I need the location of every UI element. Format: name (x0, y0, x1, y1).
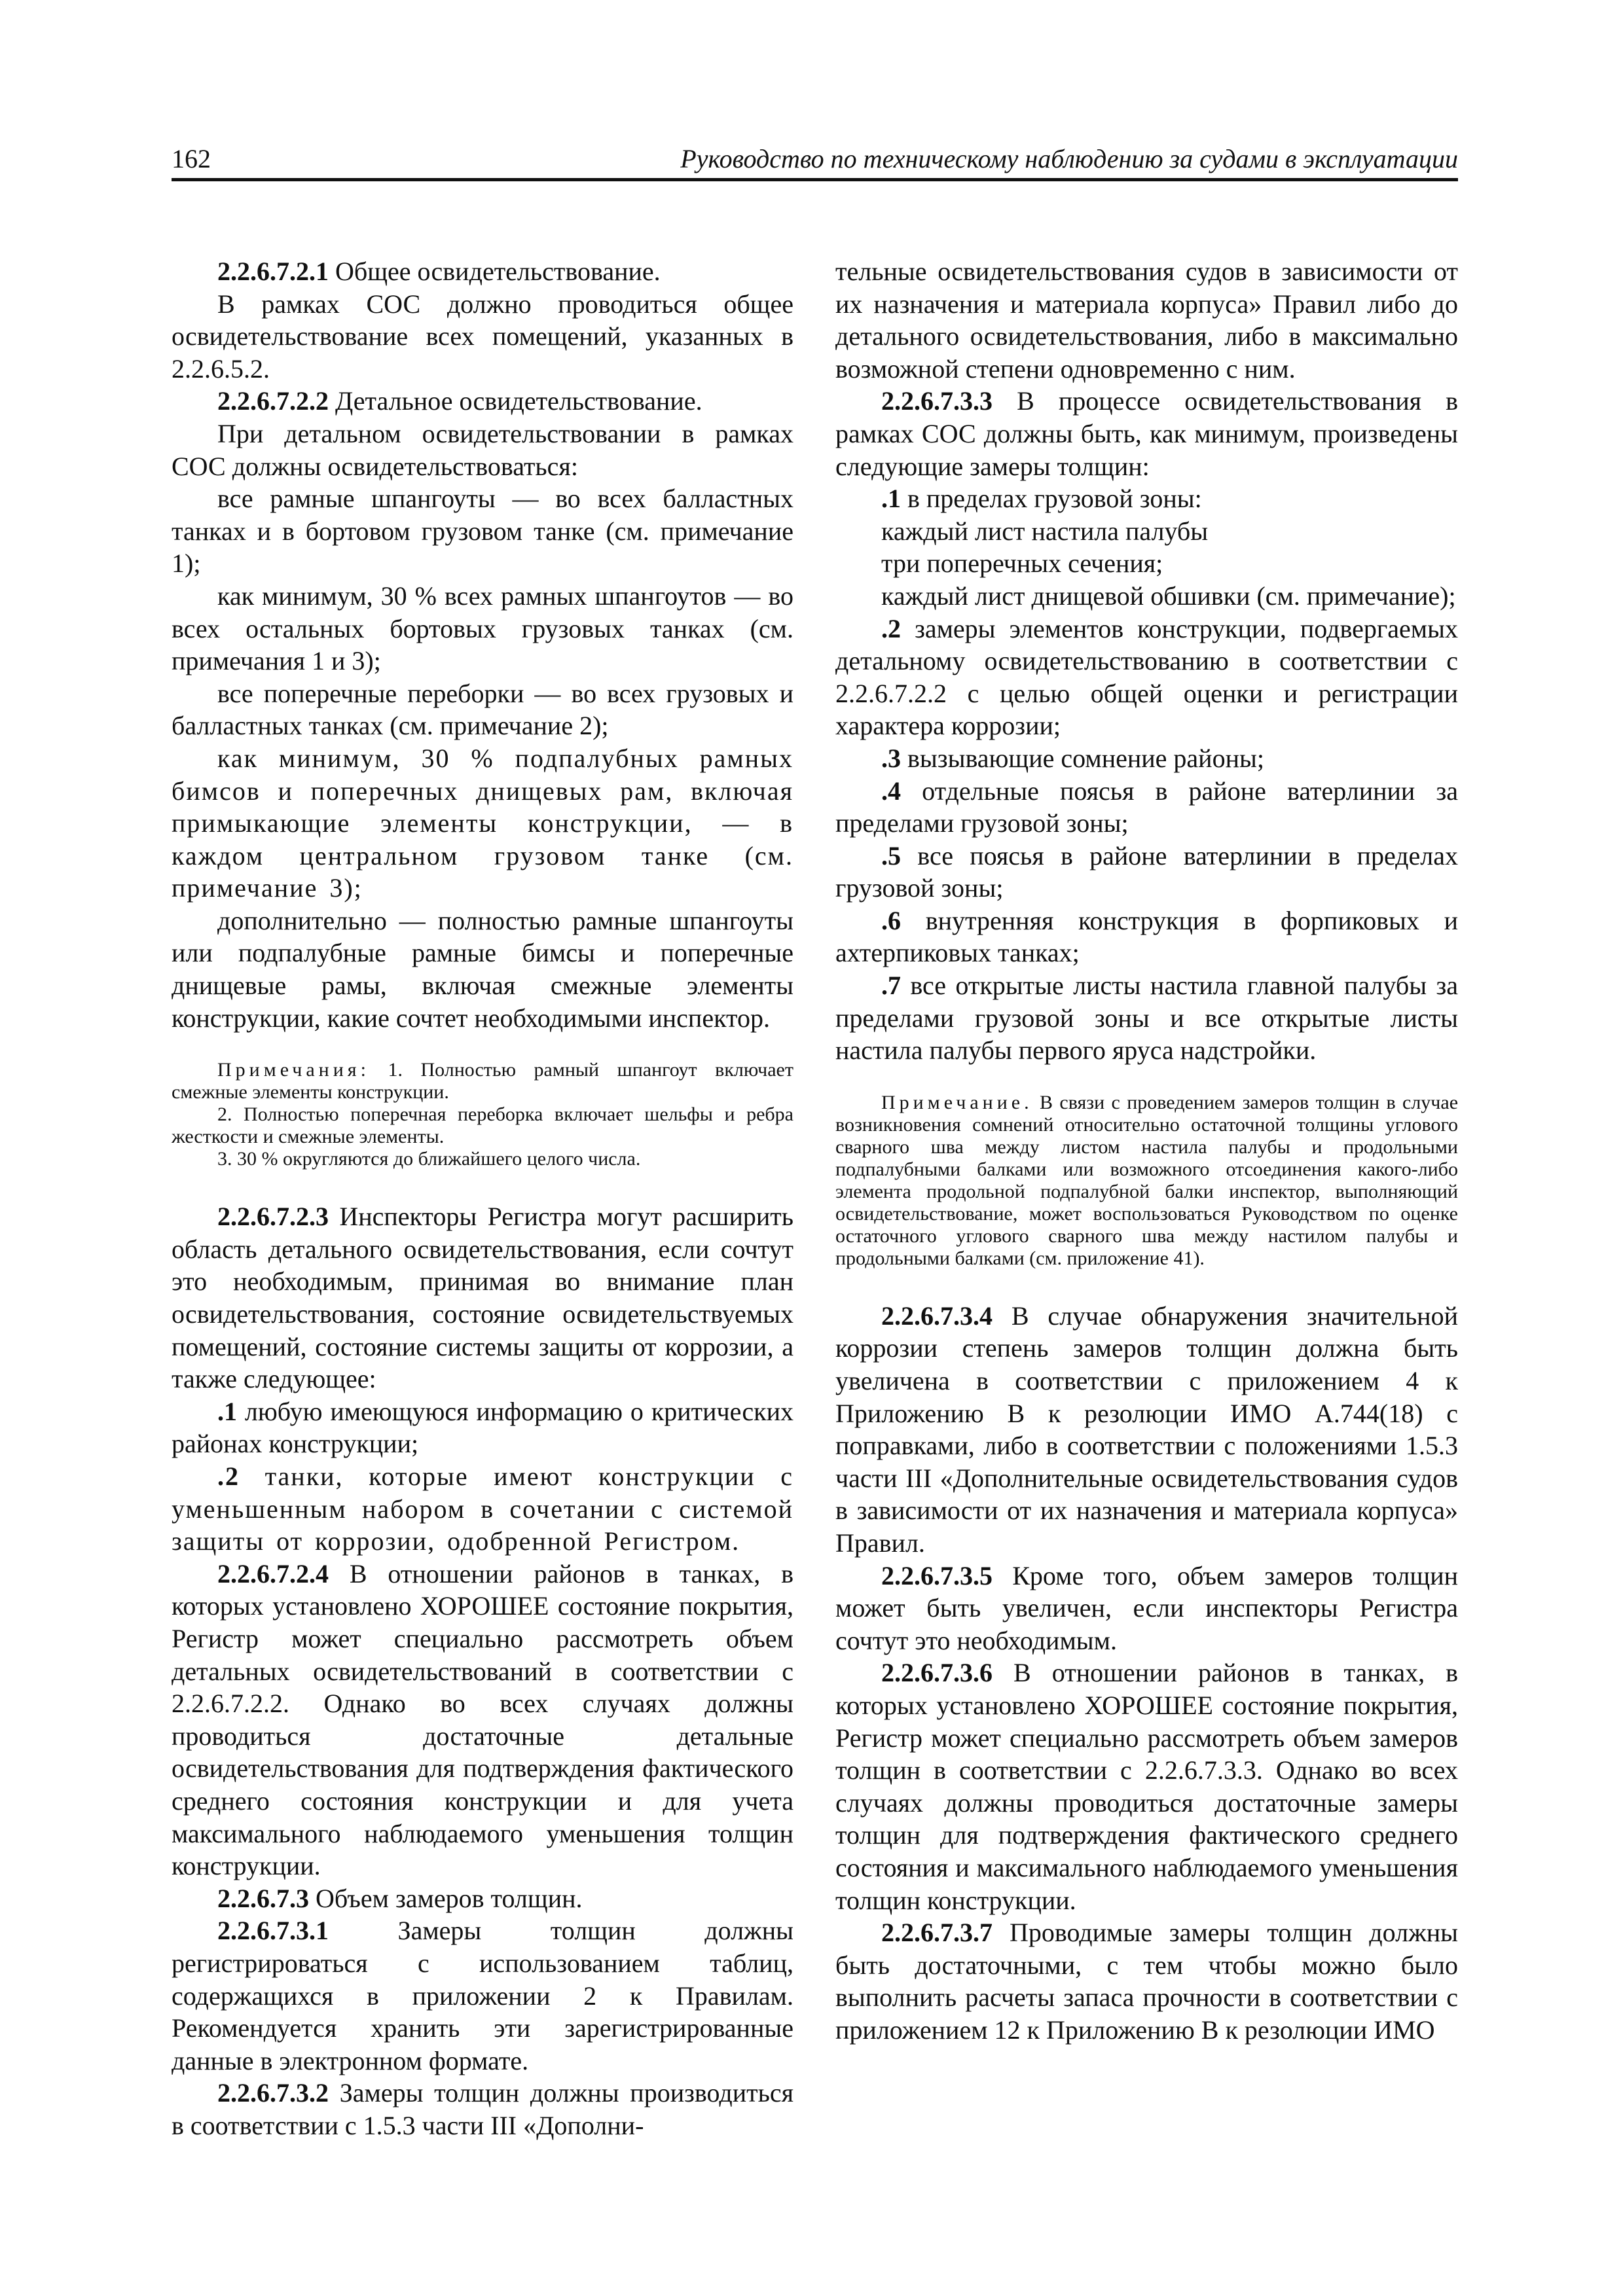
section-number: 2.2.6.7.2.4 (217, 1558, 329, 1588)
section-number: 2.2.6.7.3.1 (217, 1916, 329, 1946)
list-item: все рамные шпангоуты — во всех балластных танках и в бортовом грузовом танке (см. примечание 1); (172, 484, 793, 579)
list-item: .2 танки, которые имеют конструкции с уменьшенным набором в сочетании с системой защиты от коррозии, одобренной Регистром. (172, 1462, 793, 1556)
list-item: как минимум, 30 % всех рамных шпангоутов — во всех остальных бортовых грузовых танках (см. примечания 1 и 3); (172, 581, 793, 676)
list-item: .6 внутренняя конструкция в форпиковых и ахтерпиковых танках; (835, 905, 1459, 968)
section-number: 2.2.6.7.3.4 (881, 1300, 993, 1331)
section-number: 2.2.6.7.3.2 (217, 2078, 329, 2108)
note-2: 2. Полностью поперечная переборка включает шельфы и ребра жесткости и смежные элементы. (172, 1103, 793, 1148)
section-title: Общее освидетельствование. (335, 257, 661, 286)
section-number: 2.2.6.7.2.3 (217, 1202, 329, 1232)
section-2-2-6-7-3-2: 2.2.6.7.3.2 Замеры толщин должны производиться в соответствии с 1.5.3 части III «Дополни- (172, 2078, 793, 2140)
right-column (835, 255, 1458, 2047)
section-2-2-6-7-3-6: 2.2.6.7.3.6 В отношении районов в танках, в которых установлено ХОРОШЕЕ состояние покрытия, Регистр может специально рассмотреть объем замеров толщин в соответствии с 2.2.6.7.3.3. Однако во всех случаях должны проводиться достаточные замеры толщин для подтверждения фактического среднего состояния и максимального наблюдаемого уменьшения толщин конструкции. (835, 1658, 1459, 1915)
note-3: 3. 30 % округляются до ближайшего целого числа. (217, 1148, 641, 1170)
list-item: дополнительно — полностью рамные шпангоуты или подпалубные рамные бимсы и поперечные днищевые рамы, включая смежные элементы конструкции, какие сочтет необходимыми инспектор. (172, 905, 793, 1033)
section-2-2-6-7-3-4: 2.2.6.7.3.4 В случае обнаружения значительной коррозии степень замеров толщин должна быть увеличена в соответствии с приложением 4 к Приложению B к резолюции ИМО А.744(18) с поправками, либо в соответствии с положениями 1.5.3 части III «Дополнительные освидетельствования судов в зависимости от их назначения и материала корпуса» Правил. (835, 1300, 1458, 1558)
section-2-2-6-7-3-5: 2.2.6.7.3.5 Кроме того, объем замеров толщин может быть увеличен, если инспекторы Регистра сочтут это необходимым. (835, 1560, 1459, 1655)
note-1: Примечания: 1. Полностью рамный шпангоут включает смежные элементы конструкции. (172, 1059, 793, 1103)
note: Примечание. В связи с проведением замеров толщин в случае возникновения сомнений относительно остаточной толщины углового сварного шва между листом настила палубы и продольными подпалубными балками или возможного отсоединения какого-либо элемента продольной подпалубной балки инспектор, выполняющий освидетельствование, может воспользоваться Руководством по оценке остаточного углового сварного шва между настилом палубы и продольными балками (см. приложение 41). (835, 1091, 1459, 1269)
page-header (172, 139, 1458, 181)
list-item: .5 все поясья в районе ватерлинии в пределах грузовой зоны; (835, 840, 1459, 903)
section-2-2-6-7-2-4: 2.2.6.7.2.4 В отношении районов в танках, в которых установлено ХОРОШЕЕ состояние покрытия, Регистр может специально рассмотреть объем детальных освидетельствований в соответствии с 2.2.6.7.2.2. Однако во всех случаях должны проводиться достаточные детальные освидетельствования для подтверждения фактического среднего состояния конструкции и для учета максимального наблюдаемого уменьшения толщин конструкции. (172, 1558, 793, 1881)
paragraph: При детальном освидетельствовании в рамках СОС должны освидетельствоваться: (172, 418, 793, 481)
section-2-2-6-7-3-7: 2.2.6.7.3.7 Проводимые замеры толщин должны быть достаточными, с тем чтобы можно было выполнить расчеты запаса прочности в соответствии с приложением 12 к Приложению B к резолюции ИМО (835, 1918, 1458, 2045)
left-column (172, 255, 793, 2142)
section-number: 2.2.6.7.3 (217, 1883, 309, 1913)
section-number: 2.2.6.7.3.5 (881, 1560, 993, 1590)
list-item: .1 в пределах грузовой зоны: (881, 484, 1202, 514)
list-item: .4 отдельные поясья в районе ватерлинии за пределами грузовой зоны; (835, 776, 1458, 838)
note-block (835, 1092, 1458, 1270)
section-number: 2.2.6.7.3.3 (881, 386, 993, 416)
section-2-2-6-7-2-2 (172, 385, 793, 418)
list-subitem: три поперечных сечения; (881, 548, 1163, 579)
list-subitem: каждый лист днищевой обшивки (см. примечание); (881, 581, 1456, 611)
section-2-2-6-7-2-1 (172, 255, 793, 288)
section-2-2-6-7-3 (172, 1882, 793, 1915)
section-number: 2.2.6.7.2.2 (217, 386, 329, 416)
notes-title: Примечания: (217, 1059, 370, 1081)
paragraph-continuation: тельные освидетельствования судов в зависимости от их назначения и материала корпуса» Правил либо до детального освидетельствования, либо в максимально возможной степени одновременно с ним. (835, 257, 1458, 384)
section-2-2-6-7-2-3: 2.2.6.7.2.3 Инспекторы Регистра могут расширить область детального освидетельствования, если сочтут это необходимым, принимая во внимание план освидетельствования, состояние освидетельствуемых помещений, состояние системы защиты от коррозии, а также следующее: (172, 1202, 793, 1394)
section-2-2-6-7-3-3: 2.2.6.7.3.3 В процессе освидетельствования в рамках СОС должны быть, как минимум, произведены следующие замеры толщин: (835, 386, 1458, 481)
note-title: Примечание. (881, 1091, 1033, 1113)
list-item: как минимум, 30 % подпалубных рамных бимсов и поперечных днищевых рам, включая примыкающие элементы конструкции, — в каждом центральном грузовом танке (см. примечание 3); (172, 743, 793, 903)
section-2-2-6-7-3-1: 2.2.6.7.3.1 Замеры толщин должны регистрироваться с использованием таблиц, содержащихся в приложении 2 к Правилам. Рекомендуется хранить эти зарегистрированные данные в электронном формате. (172, 1916, 794, 2075)
section-number: 2.2.6.7.3.7 (881, 1918, 993, 1948)
notes-block (172, 1059, 793, 1170)
list-item: .1 любую имеющуюся информацию о критических районах конструкции; (172, 1396, 793, 1459)
list-item: .2 замеры элементов конструкции, подвергаемых детальному освидетельствованию в соответствии с 2.2.6.7.2.2 с целью общей оценки и регистрации характера коррозии; (835, 613, 1458, 741)
section-title: Объем замеров толщин. (316, 1883, 583, 1913)
page-number: 162 (172, 144, 211, 173)
section-number: 2.2.6.7.3.6 (881, 1658, 993, 1688)
section-title: Детальное освидетельствование. (335, 386, 702, 416)
list-item: все поперечные переборки — во всех грузовых и балластных танках (см. примечание 2); (172, 678, 793, 741)
list-item: .3 вызывающие сомнение районы; (881, 743, 1264, 773)
paragraph: В рамках СОС должно проводиться общее освидетельствование всех помещений, указанных в 2.2.6.5.2. (172, 289, 793, 384)
list-item: .7 все открытые листы настила главной палубы за пределами грузовой зоны и все открытые листы настила палубы первого яруса надстройки. (835, 971, 1459, 1066)
list-subitem: каждый лист настила палубы (881, 516, 1209, 546)
section-number: 2.2.6.7.2.1 (217, 257, 329, 286)
running-title: Руководство по техническому наблюдению за судами в эксплуатации (680, 144, 1458, 173)
